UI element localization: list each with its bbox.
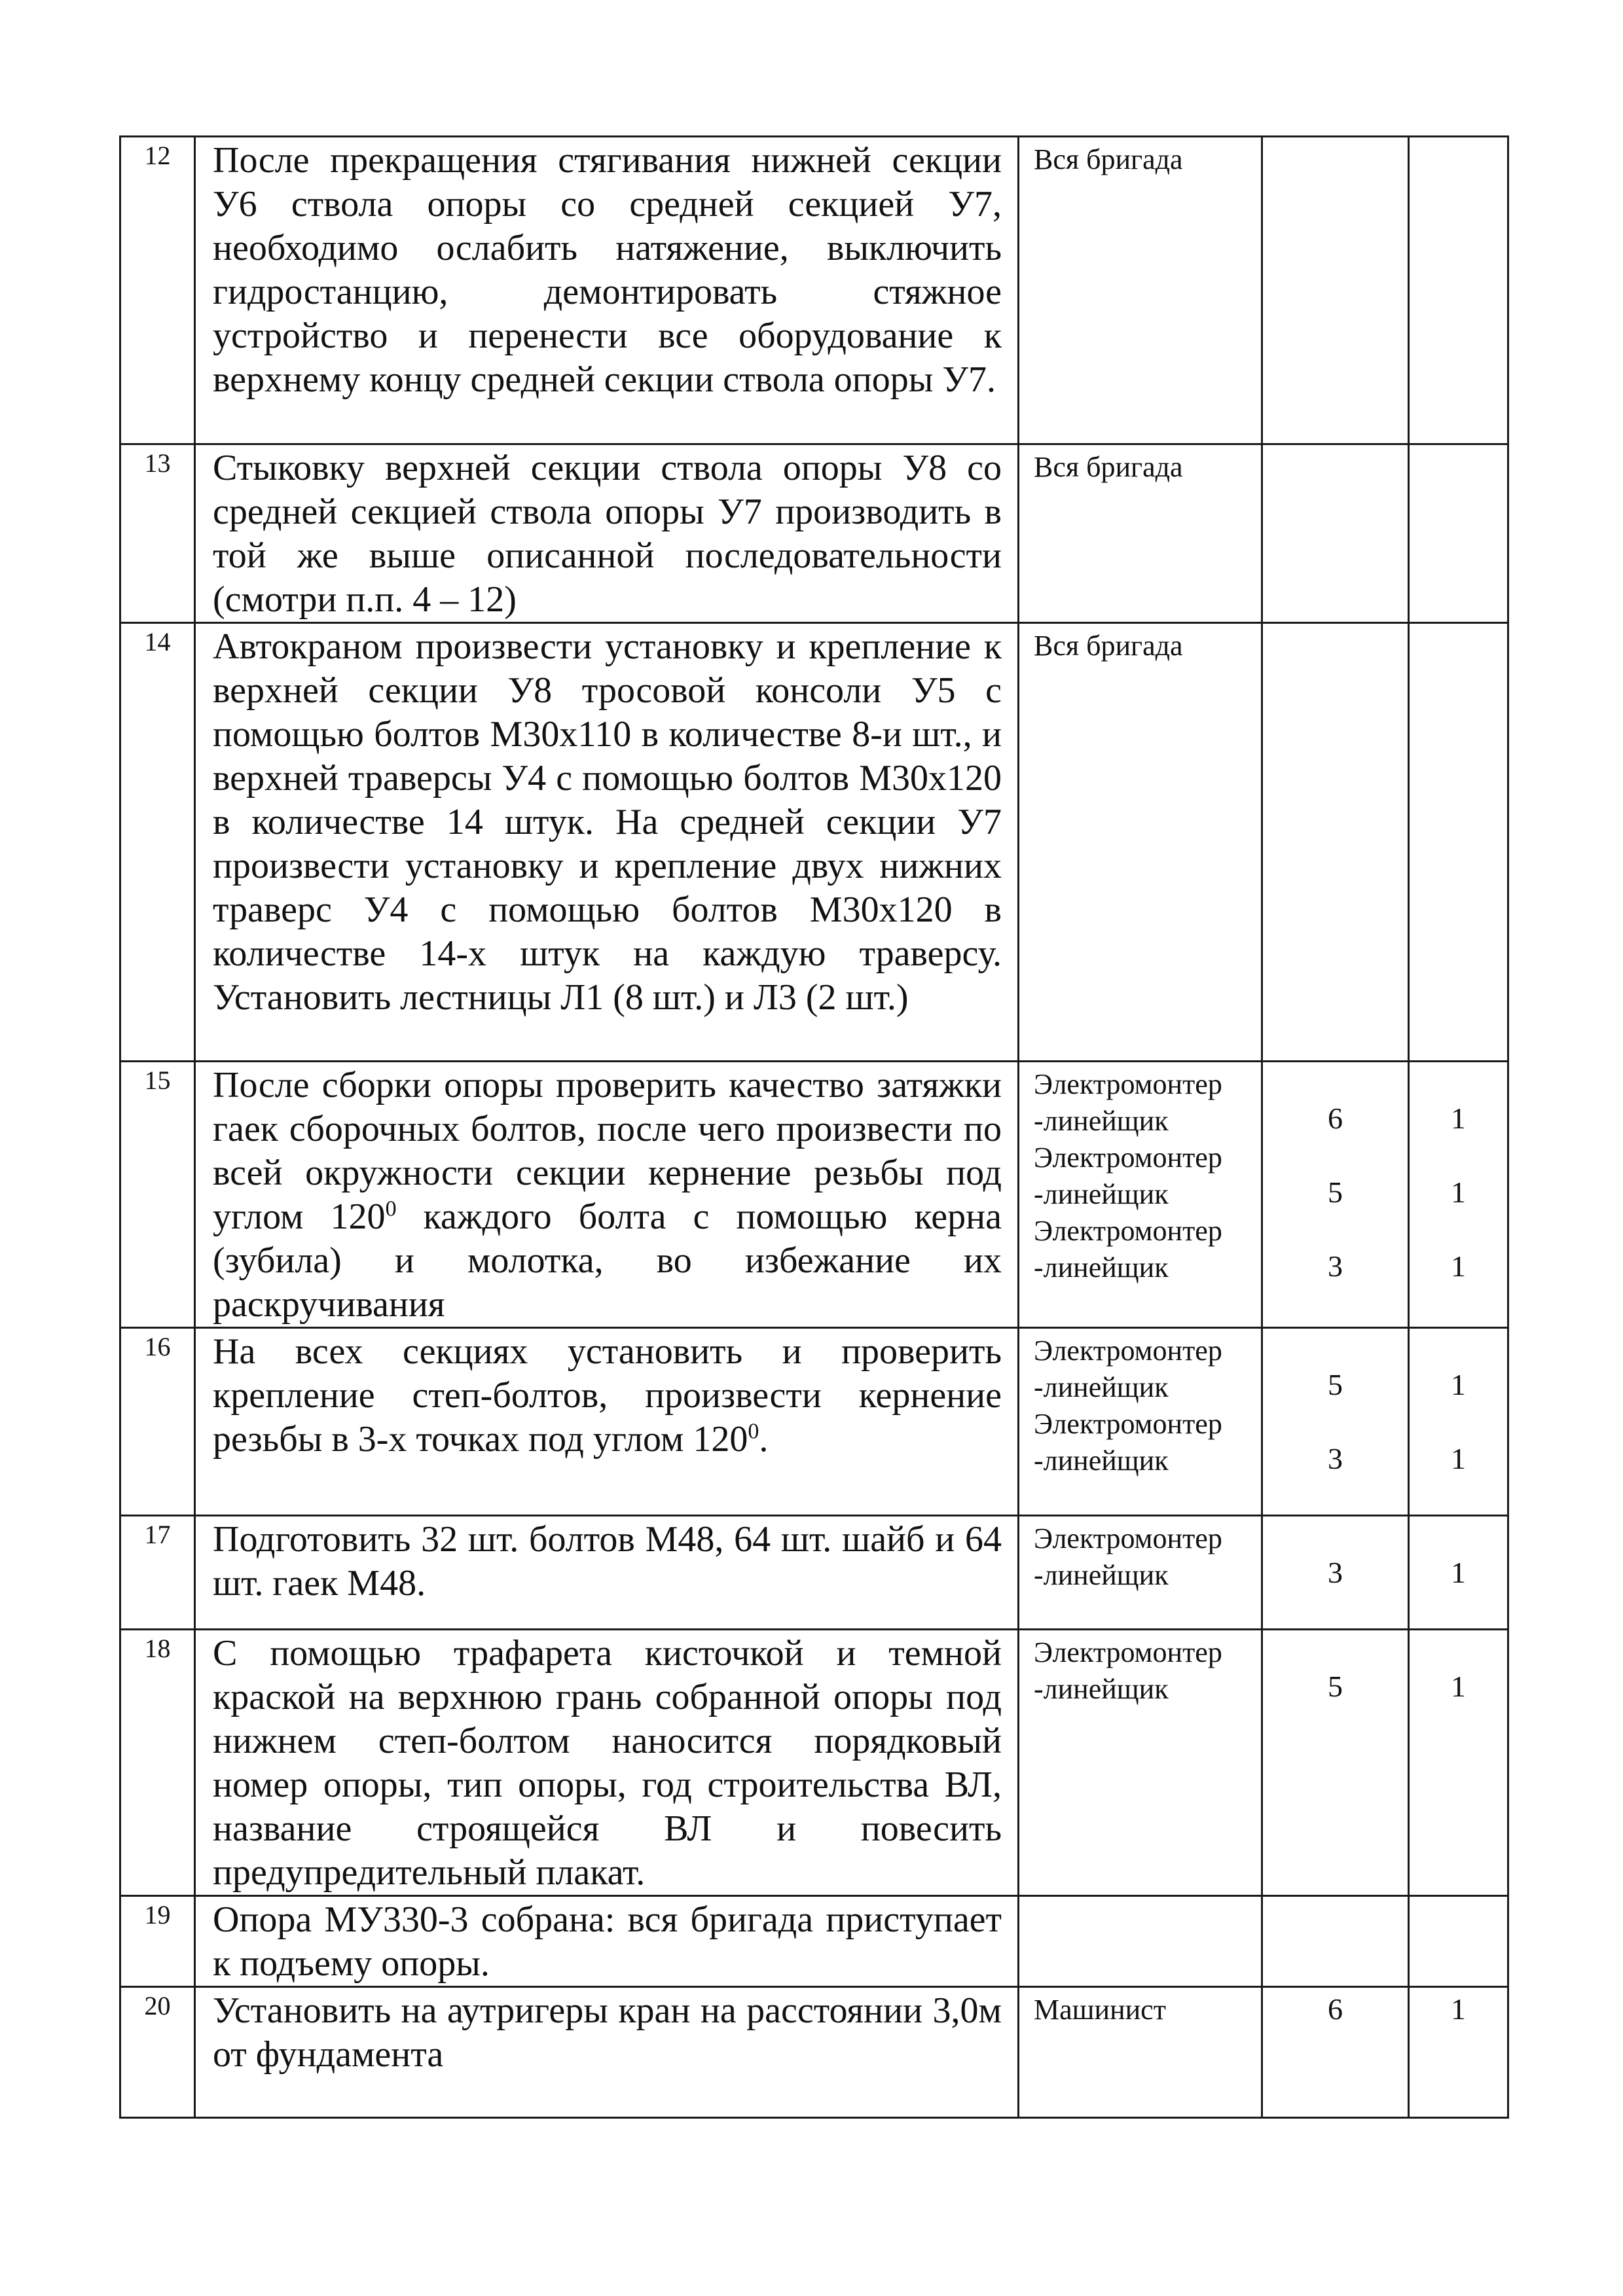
- rank-cell: [1262, 1896, 1409, 1987]
- work-sequence-table: [119, 135, 1509, 2119]
- row-number: 20: [120, 1987, 195, 2118]
- performer: [1019, 1896, 1262, 1987]
- work-sequence-table-container: [119, 135, 1507, 2119]
- rank-cell: [1262, 137, 1409, 444]
- row-number: 16: [120, 1328, 195, 1516]
- row-number: 17: [120, 1516, 195, 1630]
- quantity-cell: [1409, 623, 1508, 1062]
- quantity-value: 1: [1451, 1102, 1466, 1135]
- performer: Электромонтер -линейщик: [1019, 1630, 1262, 1896]
- quantity-value: 1: [1451, 1175, 1466, 1209]
- table-row: [120, 623, 1508, 1062]
- quantity-value: 1: [1451, 1368, 1466, 1401]
- operation-description: Установить на аутригеры кран на расстоянии 3,0м от фундамента: [195, 1987, 1019, 2118]
- rank-cell: [1262, 444, 1409, 623]
- table-row: [120, 444, 1508, 623]
- row-number: 19: [120, 1896, 195, 1987]
- operation-description: С помощью трафарета кисточкой и темной краской на верхнюю грань собранной опоры под нижнем степ-болтом наносится порядковый номер опоры, тип опоры, год строительства ВЛ, название строящейся ВЛ и повесить предупредительный плакат.: [195, 1630, 1019, 1896]
- rank-value: 6: [1328, 1992, 1343, 2026]
- table-row: [120, 1630, 1508, 1896]
- table-row: [120, 1328, 1508, 1516]
- description-text: каждого болта с помощью керна (зубила) и молотка, во избежание их раскручивания: [213, 1196, 1002, 1325]
- operation-description: Опора МУ330-3 собрана: вся бригада приступает к подъему опоры.: [195, 1896, 1019, 1987]
- quantity-value: 1: [1451, 1670, 1466, 1703]
- rank-value: 3: [1328, 1556, 1343, 1589]
- performer: Электромонтер -линейщик: [1019, 1516, 1262, 1630]
- row-number: 15: [120, 1062, 195, 1328]
- rank-cell: [1262, 623, 1409, 1062]
- row-number: 13: [120, 444, 195, 623]
- quantity-value: 1: [1451, 1992, 1466, 2026]
- performer: Вся бригада: [1019, 444, 1262, 623]
- table-row: [120, 1896, 1508, 1987]
- quantity-value: 1: [1451, 1442, 1466, 1475]
- table-row: [120, 1516, 1508, 1630]
- quantity-cell: [1409, 1630, 1508, 1896]
- rank-cell: [1262, 1062, 1409, 1328]
- performer: Вся бригада: [1019, 137, 1262, 444]
- rank-cell: [1262, 1987, 1409, 2118]
- rank-value: 5: [1328, 1368, 1343, 1401]
- description-text: На всех секциях установить и проверить крепление степ-болтов, произвести кернение резьбы в 3-х точках под углом 120: [213, 1331, 1002, 1460]
- rank-value: 3: [1328, 1442, 1343, 1475]
- performer: Вся бригада: [1019, 623, 1262, 1062]
- row-number: 18: [120, 1630, 195, 1896]
- quantity-cell: [1409, 1896, 1508, 1987]
- degree-superscript: 0: [385, 1196, 397, 1221]
- row-number: 14: [120, 623, 195, 1062]
- operation-description: [195, 1328, 1019, 1516]
- quantity-value: 1: [1451, 1249, 1466, 1283]
- quantity-cell: [1409, 1062, 1508, 1328]
- operation-description: [195, 1062, 1019, 1328]
- rank-cell: [1262, 1630, 1409, 1896]
- description-text: После сборки опоры проверить качество затяжки гаек сборочных болтов, после чего произвести по всей окружности секции кернение резьбы под углом 120: [213, 1065, 1002, 1237]
- table-row: [120, 1062, 1508, 1328]
- rank-cell: [1262, 1516, 1409, 1630]
- rank-value: 5: [1328, 1670, 1343, 1703]
- rank-value: 6: [1328, 1102, 1343, 1135]
- degree-superscript: 0: [748, 1419, 759, 1444]
- rank-cell: [1262, 1328, 1409, 1516]
- quantity-value: 1: [1451, 1556, 1466, 1589]
- operation-description: Подготовить 32 шт. болтов М48, 64 шт. шайб и 64 шт. гаек М48.: [195, 1516, 1019, 1630]
- quantity-cell: [1409, 444, 1508, 623]
- quantity-cell: [1409, 137, 1508, 444]
- quantity-cell: [1409, 1516, 1508, 1630]
- performer: Машинист: [1019, 1987, 1262, 2118]
- quantity-cell: [1409, 1328, 1508, 1516]
- operation-description: После прекращения стягивания нижней секции У6 ствола опоры со средней секцией У7, необходимо ослабить натяжение, выключить гидростанцию, демонтировать стяжное устройство и перенести все оборудование к верхнему концу средней секции ствола опоры У7.: [195, 137, 1019, 444]
- table-row: [120, 1987, 1508, 2118]
- rank-value: 3: [1328, 1249, 1343, 1283]
- quantity-cell: [1409, 1987, 1508, 2118]
- rank-value: 5: [1328, 1175, 1343, 1209]
- row-number: 12: [120, 137, 195, 444]
- performer: Электромонтер -линейщик Электромонтер -линейщик: [1019, 1328, 1262, 1516]
- performer: Электромонтер -линейщик Электромонтер -линейщик Электромонтер -линейщик: [1019, 1062, 1262, 1328]
- description-text: .: [759, 1419, 769, 1460]
- operation-description: Стыковку верхней секции ствола опоры У8 со средней секцией ствола опоры У7 производить в той же выше описанной последовательности (смотри п.п. 4 – 12): [195, 444, 1019, 623]
- table-row: [120, 137, 1508, 444]
- operation-description: Автокраном произвести установку и крепление к верхней секции У8 тросовой консоли У5 с помощью болтов М30х110 в количестве 8-и шт., и верхней траверсы У4 с помощью болтов М30х120 в количестве 14 штук. На средней секции У7 произвести установку и крепление двух нижних траверс У4 с помощью болтов М30х120 в количестве 14-х штук на каждую траверсу. Установить лестницы Л1 (8 шт.) и Л3 (2 шт.): [195, 623, 1019, 1062]
